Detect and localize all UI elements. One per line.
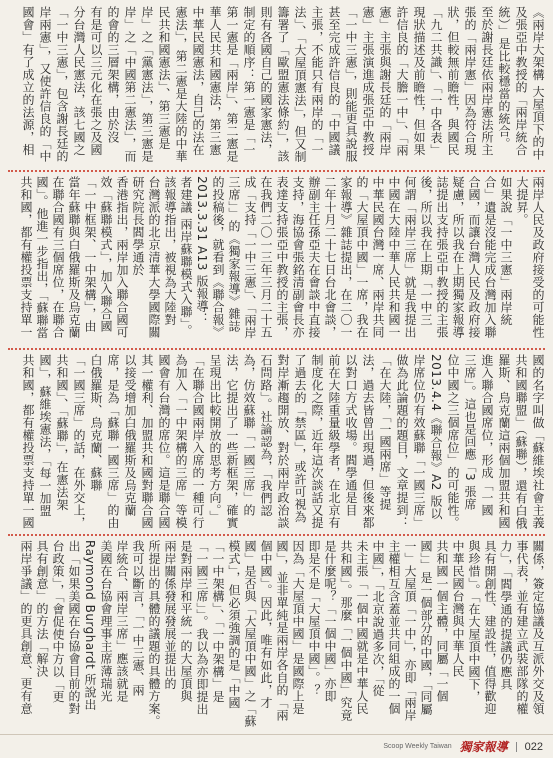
text-column: 兩岸爭議」的更具創意、更有意 xyxy=(19,540,33,715)
text-column: 統）」是比較穩當的統合。 xyxy=(497,6,511,150)
text-column: 「一中框架、一中架構」，由 xyxy=(83,176,97,333)
text-column: 主權相互含蓋並共同組成的一個 xyxy=(387,540,401,715)
text-column: 以對口方式收場。閻學通是目 xyxy=(344,354,358,517)
text-column: 在聯合國有三個席位，在聯合 xyxy=(51,176,65,339)
text-column: 則有各國自己的國家憲法， xyxy=(259,6,273,156)
text-column: 支持，海協會張銘清副會長亦 xyxy=(291,176,305,339)
text-column: 辦副主任孫亞夫在會談中直接 xyxy=(307,176,321,339)
text-column: 如果說「一中三憲」兩岸統 xyxy=(499,176,513,326)
text-column: 誌提出支持張亞中教授的主張 xyxy=(435,176,449,339)
text-column: 模式」，但必須強調的是「中國 xyxy=(227,540,241,709)
text-block-1 xyxy=(8,6,546,166)
text-column: 憲法」，第二憲是大陸的中華 xyxy=(174,6,188,163)
text-column: 呈現出比較開放的思考方向。」 xyxy=(208,354,222,523)
text-column: 具有創意」的方法「解決 xyxy=(35,540,49,678)
text-column: 制定的順序：第一憲是「一 xyxy=(242,6,256,156)
text-column: 成「支持「一中三憲」、「兩岸 xyxy=(243,176,257,339)
text-column: 即是不是「大屋頂中國」。？ xyxy=(307,540,321,697)
text-column: 岸」之「黨憲法」，第三憲是 xyxy=(140,6,154,163)
text-column: 共和國，都有權投票支持單一 xyxy=(19,176,33,339)
text-column: 共和國一個主體，同屬「一個 xyxy=(435,540,449,703)
text-column: 現狀描述及前瞻性，但如果 xyxy=(412,6,426,156)
text-column: 因為「大屋頂中國」是國際上是 xyxy=(291,540,305,715)
text-column: 岸」之「中國第二憲法」，而 xyxy=(123,6,137,163)
text-column: 表達支持張亞中教授的主張， xyxy=(275,176,289,339)
text-column: 是對兩岸和平統一的大屋頂與 xyxy=(179,540,193,703)
text-column: 憲」主張與謝長廷的「兩岸 xyxy=(378,6,392,156)
text-column: 分台灣人民憲法，該七國之 xyxy=(72,6,86,156)
text-column: 合」遺是沒能完成台灣加入聯 xyxy=(483,176,497,339)
text-column: 研究院長閻學通於 xyxy=(131,176,145,276)
text-column: 第一憲是「兩岸」、第二憲是 xyxy=(225,6,239,163)
text-column: 關係，簽定協議及互派外交及領 xyxy=(531,540,545,715)
text-column: 效「蘇聯模式」，加入聯合國 xyxy=(99,176,113,333)
footer-separator xyxy=(516,742,517,752)
text-column: 為，仿效蘇聯「一國三席」的 xyxy=(242,354,256,517)
text-column: 國會」有了成立的法源，相 xyxy=(21,6,35,156)
text-column: 共和國聯盟」（蘇聯），還有白俄 xyxy=(514,354,528,530)
text-column: 具有開創性、建設性，值得歡迎 xyxy=(483,540,497,715)
text-column: 許信良的「大膽一中」、「兩 xyxy=(395,6,409,157)
text-column: 「在聯合國兩岸入席的一種可行 xyxy=(191,354,205,529)
text-column: 做為此論題的題目，文章提到： xyxy=(395,354,409,529)
text-column: 我可以斷言，「一中三憲、兩 xyxy=(131,540,145,697)
text-column: 該報導指出，被視為大陸對 xyxy=(163,176,177,326)
text-column: 國」」是一個部分的中國，「同屬 xyxy=(419,540,433,716)
text-column: 為加入「一中架構的三席」等模 xyxy=(174,354,188,529)
text-column: 國」，並非單純是兩岸各自的「兩 xyxy=(275,540,289,722)
text-column: 《兩岸大架構 大屋頂下的中 xyxy=(531,6,545,161)
text-column: 白俄羅斯、烏克蘭、蘇聯 xyxy=(89,354,103,492)
text-column: 憲」主張演進成張亞中教授 xyxy=(361,6,375,156)
text-block-3 xyxy=(8,354,546,530)
text-column: 國」。他進一步指出，「蘇聯當 xyxy=(35,176,49,339)
text-column: 出「如果美國在台協會目前的對 xyxy=(67,540,81,715)
text-column: 前在大陸重量級學者，在北京有 xyxy=(327,354,341,529)
text-column: 其一權利、加盟共和國對聯合國 xyxy=(140,354,154,529)
text-column: 民共和國憲法」、第三憲是 xyxy=(157,6,171,150)
text-column: 的「大屋頂中國」一席，我在 xyxy=(355,176,369,339)
publication-logo: 獨家報導 xyxy=(459,740,508,754)
text-column: 岸統合、兩岸三席」應該就是 xyxy=(115,540,129,703)
text-column: 「在大陸，「一國兩席」等提 xyxy=(378,354,392,511)
text-column: 「一中三憲」，則能更具說服 xyxy=(344,6,358,163)
text-column: 狀，但較無前瞻性，與國民 xyxy=(446,6,460,156)
text-column: 合國，而讓台灣人民及政府接 xyxy=(467,176,481,339)
text-column: 力」，「閻學通的提議仍應具 xyxy=(499,540,513,691)
text-column: 2013.3.31 A13 版報導： xyxy=(195,176,209,326)
text-column: 有是可以三元化在張之及國 xyxy=(89,6,103,156)
text-column: 共和國」、「蘇聯」，在憲法架 xyxy=(55,354,69,511)
text-column: 至於謝長廷依兩岸憲法所主 xyxy=(480,6,494,156)
text-column: 共和國」。那麼「一個中國」究竟 xyxy=(339,540,353,722)
text-column: 三席」。這也是回應「3 張席 xyxy=(463,354,477,511)
text-column: 台灣派的北京清華大學國際關 xyxy=(147,176,161,339)
text-column: 兩岸關係發展發展並提出的 xyxy=(163,540,177,690)
text-column: 「一國三席」的話，在外交上， xyxy=(72,354,86,529)
text-column: 當年蘇聯與白俄羅斯及烏克蘭 xyxy=(67,176,81,339)
text-column: 疑慮，所以我在上期獨家報導 xyxy=(451,176,465,339)
text-column: 岸席位仍有效蘇聯「一國三席」 xyxy=(412,354,426,529)
text-column: Raymond Burghardt 所說出 xyxy=(83,540,97,712)
page-number: 022 xyxy=(524,740,543,753)
text-column: 美國在台協會理事主席薄瑞光 xyxy=(99,540,113,703)
text-column: 2013.4.4《聯合報》A2 版以 xyxy=(429,354,443,521)
text-column: 事代表，並有建立武裝部隊的權 xyxy=(515,540,529,715)
text-column: 主張，不能只有兩岸的「一 xyxy=(310,6,324,156)
text-column: 中華民國台灣與中華人民 xyxy=(451,540,465,678)
text-column: 二年十月二十七日台北會談， xyxy=(323,176,337,339)
text-column: 以接受增加白俄羅斯及烏克蘭 xyxy=(123,354,137,517)
text-column: 制度化之際，近年這次談話又提 xyxy=(310,354,324,529)
text-column: 者建議 兩岸蘇聯模式入聯」。 xyxy=(179,176,193,337)
text-column: 大提昇。 xyxy=(515,176,529,226)
text-column: 及張亞中教授的「兩岸統合 xyxy=(514,6,528,156)
text-column: 中國在大陸中華人民共和國一 xyxy=(387,176,401,339)
text-column: 「一中三憲」，包含謝長廷的 xyxy=(55,6,69,163)
text-column: 席，是為「蘇聯一國三席」的由 xyxy=(106,354,120,529)
publication-name-english: Scoop Weekly Taiwan xyxy=(383,743,452,750)
text-column: 中國」，「北京說過多次，「從 xyxy=(371,540,385,697)
text-column: 一」大屋頂「一中」，亦即「兩岸 xyxy=(403,540,417,722)
text-column: 台政策」，「會促使中方以「更 xyxy=(51,540,65,703)
section-divider-2 xyxy=(8,348,545,350)
text-column: 進入聯合國席位，形成「一國 xyxy=(480,354,494,517)
text-column: 的投稿後，就看到《聯合報》 xyxy=(211,176,225,339)
text-column: 位中國之三個席位」的可能性。 xyxy=(446,354,460,529)
text-column: 未主張「一個中國就是中華人民 xyxy=(355,540,369,715)
text-column: 個中國」。因此，唯有如此，才 xyxy=(259,540,273,709)
text-column: 國的名字叫做「蘇維埃社會主義 xyxy=(531,354,545,529)
text-block-2 xyxy=(8,176,546,344)
text-column: 石問路」。社論認為，「我們認 xyxy=(259,354,273,517)
text-column: 甚至完成許信良的「中國議 xyxy=(327,6,341,156)
section-divider-3 xyxy=(8,534,545,536)
text-column: 對岸漸趨開放、對於兩岸政治談 xyxy=(276,354,290,529)
text-column: 共和國，都有權投票支持單一國 xyxy=(21,354,35,529)
text-column: 國」，蘇維埃憲法，「每一加盟 xyxy=(38,354,52,517)
text-column: 籌署了「歐盟憲法條約」，該 xyxy=(276,6,290,163)
text-column: 與珍惜」。「在大屋頂中國下， xyxy=(467,540,481,703)
text-column: 「九二共識」、「一中各表」 xyxy=(429,6,443,157)
text-column: 法，過去皆曾出現過，但後來都 xyxy=(361,354,375,529)
text-column: 「一國三席」」。我以為亦即提出 xyxy=(195,540,209,716)
text-column: 後，所以我在上期「一中三 xyxy=(419,176,433,326)
text-column: 華人民共和國憲法，第三憲 xyxy=(208,6,222,156)
text-column: 羅斯、烏克蘭這兩個加盟共和國 xyxy=(497,354,511,529)
text-block-4 xyxy=(8,540,546,730)
text-column: 是什麼呢？「一個中國」亦即 xyxy=(323,540,337,703)
text-column: 「一中架構」、「一中架構」是 xyxy=(211,540,225,703)
text-column: 何謂「兩岸三席」就是我提出 xyxy=(403,176,417,339)
page-footer xyxy=(0,734,553,758)
text-column: 中華民國台灣一席、兩岸共同 xyxy=(371,176,385,339)
text-column: 法，它提出了一些新框架，確實 xyxy=(225,354,239,529)
text-column: 兩岸人民及政府接受的可能性 xyxy=(531,176,545,339)
text-column: 國」是否與「大屋頂中國」之「蘇 xyxy=(243,540,257,728)
text-column: 張的「兩岸憲」因為符合現 xyxy=(463,6,477,156)
text-column: 岸兩憲」，又使許信良的「中 xyxy=(38,6,52,163)
text-column: 在我們二〇一三年三月二十五 xyxy=(259,176,273,339)
text-column: 香港指出，兩岸加入聯合國可 xyxy=(115,176,129,339)
section-divider-1 xyxy=(8,170,545,172)
text-column: 法」、「大屋頂憲法」，但又制 xyxy=(293,6,307,163)
text-column: 國會有台灣的席位。這是聯合國 xyxy=(157,354,171,529)
text-column: 了過去的「禁區」，或許可視為 xyxy=(293,354,307,523)
text-column: 家報導》雜誌提出，在二〇一 xyxy=(339,176,353,339)
text-column: 的會的三層架構，由於沒 xyxy=(106,6,120,144)
text-column: 中華民國憲法，自己的法在 xyxy=(191,6,205,156)
text-column: 所提出的具體的議題的具體方案。 xyxy=(147,540,161,728)
text-column: 三席」」的《獨家報導》雜誌 xyxy=(227,176,241,333)
